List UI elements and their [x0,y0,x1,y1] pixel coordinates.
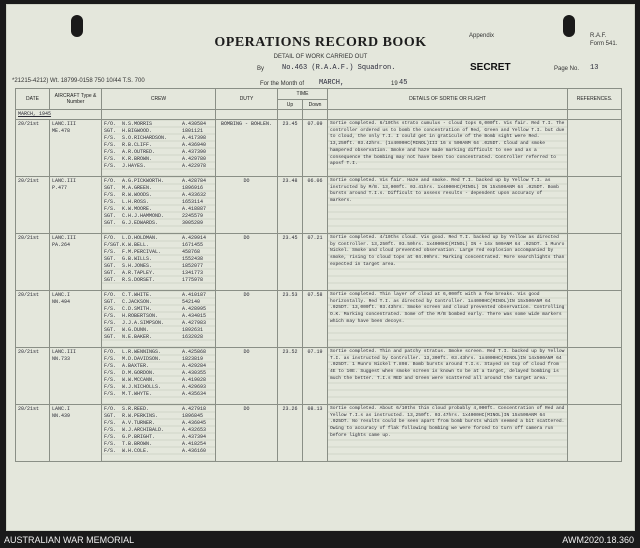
crew-service-number: 1896916 [182,185,204,191]
crew-member [104,270,213,277]
crew-service-number: 3005289 [182,220,204,226]
crew-service-number: A.418887 [182,206,207,212]
crew-member [104,292,213,299]
crew-name: M.D.DAVIDSON. [122,356,162,362]
crew-member [104,356,213,363]
crew-name: N.S.MORRIS [122,121,153,127]
crew-rank: F/S. [104,363,117,369]
crew-rank: F/S. [104,135,117,141]
crew-name: G.P.BRIGHT. [122,434,156,440]
sortie-time-down: 06.06 [303,177,328,234]
crew-member [104,149,213,156]
binder-hole-left [71,15,83,37]
sortie-references [568,234,622,291]
crew-service-number: A.418254 [182,441,207,447]
crew-member [104,306,213,313]
crew-rank: F/S. [104,441,117,447]
crew-service-number: A.425868 [182,349,207,355]
crew-service-number: A.433632 [182,192,207,198]
crew-name: J.J.A.SIMPSON. [122,320,165,326]
sortie-date: 20/21st [16,177,50,234]
crew-service-number: 1896845 [182,413,204,419]
crew-rank: F/O. [104,349,117,355]
crew-name: A.R.OUTRED. [122,149,156,155]
crew-rank: SGT. [104,334,117,340]
crew-service-number: 1341773 [182,270,204,276]
sortie-crew [102,405,216,462]
crew-name: C.D.SMITH. [122,306,153,312]
crew-service-number: A.428784 [182,178,207,184]
sortie-duty: DO [216,405,278,462]
sortie-time-down: 07.19 [303,348,328,405]
crew-name: M.A.GREEN. [122,185,153,191]
crew-rank: F/S. [104,306,117,312]
crew-service-number: A.427918 [182,406,207,412]
print-reference: *21215-4212) Wt. 18799-0158 750 10/44 T.S. 700 [12,78,145,84]
crew-rank: SGT. [104,263,117,269]
crew-rank: F/S. [104,320,117,326]
crew-rank: F/S. [104,434,117,440]
sortie-details: Sortie completed. 6/10ths strato cumulus - cloud tops 6,000ft. Vis fair. Red T.I. The controller ordered us to bomb the concentration of Red, Green and Yellow T.I. but due to cloud, the only T.I. I could get in graticule of the Bomb sight were Red. 13,250ft. 03.42hrs. (1x4000HC(MINOL)III 16 x 500ANM 64 .025DT. Cloud and smoke hampered observation. Smoke and haze made marking difficult to see and as a consequence the bombing may not have been too concentrated. Controller referred to aposf T.I. [328,120,568,177]
binder-hole-right [563,15,575,37]
month-heading: MARCH, 1945 [16,110,102,120]
sortie-details: Sortie completed. Vis fair. Haze and smoke. Red T.I. backed up by Yellow T.I. as instructed by M/B. 13,000ft. 03.41hrs. 1x4000HC(MINOL) IN 15x500ANM 64 .025DT. Bomb bursts around T.I.s. Difficult to assess results - dependent upon accuracy of markers. [328,177,568,234]
column-header-references: REFERENCES. [568,89,622,110]
crew-member [104,363,213,370]
crew-rank: F/O. [104,406,117,412]
sortie-crew [102,234,216,291]
crew-service-number: 542140 [182,299,201,305]
sortie-time-down: 07.58 [303,291,328,348]
page-subtitle: DETAIL OF WORK CARRIED OUT [273,54,368,60]
crew-member [104,263,213,270]
crew-service-number: A.436045 [182,420,207,426]
sortie-time-up: 23.52 [278,348,303,405]
crew-name: F.M.PERCIVAL. [122,249,162,255]
crew-name: W.G.DUNN. [122,327,150,333]
crew-service-number: A.429914 [182,235,207,241]
crew-service-number: 1823819 [182,356,204,362]
crew-name: R.S.DORSET. [122,277,156,283]
aircraft-line: NN.733 [52,356,71,362]
crew-member [104,185,213,192]
crew-service-number: 1801121 [182,128,204,134]
crew-rank: F/S. [104,149,117,155]
crew-member [104,299,213,306]
column-header-aircraft: AIRCRAFT Type & Number [50,89,102,110]
crew-rank: F/O. [104,235,117,241]
sortie-time-up: 23.45 [278,120,303,177]
sortie-duty: DO [216,177,278,234]
aircraft-line: LANC.III [52,349,77,355]
crew-member [104,434,213,441]
page-title: OPERATIONS RECORD BOOK [214,35,427,50]
crew-service-number: A.432653 [182,427,207,433]
crew-service-number: 458768 [182,249,201,255]
sortie-aircraft [50,234,102,291]
column-header-crew: CREW [102,89,216,110]
crew-rank: F/S. [104,420,117,426]
crew-name: W.W.MCCANN. [122,377,156,383]
aircraft-line: P.477 [52,185,68,191]
crew-service-number: A.428995 [182,306,207,312]
sortie-references [568,405,622,462]
crew-name: N.E.BAKER. [122,334,153,340]
sortie-row [16,348,622,405]
appendix-label: Appendix [469,33,495,39]
crew-rank: F/S. [104,370,117,376]
crew-member [104,320,213,327]
sortie-row [16,234,622,291]
crew-service-number: A.410187 [182,292,207,298]
crew-member [104,242,213,249]
crew-name: R.B.CLIFF. [122,142,153,148]
by-label: By [257,66,265,72]
crew-rank: F/S. [104,192,117,198]
crew-rank: F/S. [104,448,117,454]
crew-name: A.V.TURNER. [122,420,156,426]
crew-rank: SGT. [104,413,117,419]
crew-rank: F/S. [104,356,117,362]
crew-name: C.H.J.HAMMOND. [122,213,165,219]
crew-name: C.T.WHITE. [122,292,153,298]
crew-rank: F/SGT. [104,242,123,248]
year-value: 45 [399,79,408,87]
crew-member [104,420,213,427]
crew-rank: F/S. [104,391,117,397]
crew-service-number: A.436940 [182,142,207,148]
sortie-time-down: 07.09 [303,120,328,177]
sortie-date: 20/21st [16,120,50,177]
crew-rank: F/S. [104,313,117,319]
sortie-duty: BOMBING - BOHLEN. [216,120,278,177]
crew-rank: SGT. [104,213,117,219]
form-ref-number: Form 541. [590,41,618,47]
crew-rank: F/S. [104,142,117,148]
crew-name: K.W.MOORE. [122,206,153,212]
crew-service-number: 1775978 [182,277,204,283]
crew-name: W.J.ARCHIBALD. [122,427,165,433]
crew-rank: F/S. [104,377,117,383]
sortie-details: Sortie completed. Thin and patchy stratus. Smoke screen. Red T.I. backed up by Yellow T.I. as instructed by Controller. 13,300ft. 03.43hrs. 1x4000HC(MINOL)IN 14x500ANM 64 .025DT. 1 Munro Nickel T.898. Bomb bursts around T.I.s. Stayed on top of cloud from 4E to 10E. Suggest when smoke screen is known to be at a target, delayed bombing is much the better. T.I.s RED and Green were scattered all around the target area. [328,348,568,405]
crew-service-number: A.427983 [182,320,207,326]
crew-rank: F/S. [104,206,117,212]
crew-service-number: A.429780 [182,156,207,162]
sortie-time-up: 23.53 [278,291,303,348]
sortie-time-down: 08.13 [303,405,328,462]
crew-name: R.W.WOODS. [122,192,153,198]
crew-rank: SGT. [104,128,117,134]
crew-rank: SGT. [104,270,117,276]
aircraft-line: ME.478 [52,128,71,134]
crew-member [104,413,213,420]
crew-member [104,178,213,185]
crew-name: L.H.ROSS. [122,199,150,205]
year-prefix: 19 [391,81,398,87]
sortie-duty: DO [216,348,278,405]
crew-member [104,327,213,334]
crew-member [104,448,213,455]
crew-member [104,334,213,341]
crew-name: K.R.BROWN. [122,156,153,162]
crew-service-number: 1671455 [182,242,204,248]
sortie-details: Sortie completed. 4/10ths cloud. Vis good. Red T.I. backed up by Yellow as directed by Controller. 13,250ft. 03.50hrs. 1x4000HC(MINOL) IN + 14x 500ANM 64 .025DT. 1 Munro Nickel. Smoke and cloud prevented observation. Large red explosion accompanied by smoke, rising to cloud tops at 04.09hrs. Marking concentrated. More searchlights than expected in target area. [328,234,568,291]
crew-member [104,349,213,356]
crew-service-number: 1552438 [182,256,204,262]
crew-rank: SGT. [104,185,117,191]
page-number: 13 [590,64,599,72]
sortie-aircraft [50,405,102,462]
crew-name: R.W.PERKINS. [122,413,159,419]
crew-member [104,249,213,256]
sortie-duty: DO [216,234,278,291]
crew-name: W.H.COLE. [122,448,150,454]
column-header-time: TIME [278,89,328,100]
archive-name: AUSTRALIAN WAR MEMORIAL [4,535,135,545]
crew-rank: F/S. [104,156,117,162]
crew-name: C.JACKSON. [122,299,153,305]
sortie-details: Sortie completed. Thin layer of cloud at 6,000ft with a few breaks. Vis good horizontally. Red T.I. as directed by Controller. 1x4000HC(MINOL)IN 15x500ANM 64 .025DT. 13,000ft. 03.43hrs. Smoke screen and cloud prevented observation. Controlling O.K. Marking concentrated. Some of the M/B bombed early. There was some wide markers which may have been decoys. [328,291,568,348]
crew-member [104,313,213,320]
crew-rank: SGT. [104,327,117,333]
crew-rank: SGT. [104,277,117,283]
sortie-duty: DO [216,291,278,348]
crew-member [104,384,213,391]
crew-name: H.BIGWOOD. [122,128,153,134]
aircraft-line: LANC.I [52,292,71,298]
sortie-aircraft [50,177,102,234]
crew-service-number: A.417398 [182,135,207,141]
crew-name: S.H.JONES. [122,263,153,269]
sortie-time-up: 23.48 [278,177,303,234]
squadron-name: No.463 (R.A.A.F.) Squadron. [282,64,396,72]
crew-name: G.J.EDWARDS. [122,220,159,226]
column-header-up: Up [278,100,303,110]
crew-member [104,128,213,135]
sortie-aircraft [50,120,102,177]
sortie-time-up: 23.45 [278,234,303,291]
crew-name: L.D.HOLDMAN. [122,235,159,241]
aircraft-line: LANC.III [52,178,77,184]
crew-rank: SGT. [104,220,117,226]
crew-service-number: A.437390 [182,149,207,155]
sortie-date: 20/21st [16,234,50,291]
crew-name: J.HAYES. [122,163,147,169]
crew-service-number: A.434015 [182,313,207,319]
crew-member [104,235,213,242]
sortie-references [568,120,622,177]
sortie-time-up: 23.26 [278,405,303,462]
crew-name: H.ROBERTSON. [122,313,159,319]
crew-member [104,406,213,413]
sortie-crew [102,177,216,234]
crew-rank: F/S. [104,249,117,255]
crew-member [104,163,213,170]
month-value: MARCH, [319,79,345,87]
crew-rank: F/O. [104,178,117,184]
sortie-row [16,291,622,348]
crew-rank: F/O. [104,121,117,127]
sortie-aircraft [50,348,102,405]
aircraft-line: NN.439 [52,413,71,419]
sortie-references [568,291,622,348]
sortie-crew [102,120,216,177]
crew-name: G.B.WILLS. [122,256,153,262]
crew-service-number: 1653114 [182,199,204,205]
sortie-crew [102,291,216,348]
sortie-crew [102,348,216,405]
column-header-details: DETAILS OF SORTIE OR FLIGHT [328,89,568,110]
crew-rank: F/S. [104,384,117,390]
crew-name: W.J.NICHOLLS. [122,384,162,390]
crew-service-number: A.429693 [182,384,207,390]
aircraft-line: PA.264 [52,242,71,248]
crew-name: S.R.REED. [122,406,150,412]
crew-rank: SGT. [104,299,117,305]
page-number-label: Page No. [554,66,580,72]
crew-name: S.O.RICHARDSON. [122,135,168,141]
crew-name: A.G.PICKWORTH. [122,178,165,184]
aircraft-line: LANC.III [52,121,77,127]
crew-service-number: A.436160 [182,448,207,454]
sortie-time-down: 07.21 [303,234,328,291]
crew-member [104,220,213,227]
sortie-row [16,177,622,234]
column-header-duty: DUTY [216,89,278,110]
crew-member [104,391,213,398]
crew-service-number: 1632028 [182,334,204,340]
sortie-aircraft [50,291,102,348]
crew-service-number: A.429284 [182,363,207,369]
archive-reference: AWM2020.18.360 [562,535,634,545]
sortie-date: 20/21st [16,405,50,462]
crew-service-number: A.435634 [182,391,207,397]
crew-member [104,192,213,199]
crew-service-number: A.437394 [182,434,207,440]
crew-name: M.T.WHYTE. [122,391,153,397]
aircraft-line: LANC.III [52,235,77,241]
sortie-references [568,348,622,405]
crew-member [104,377,213,384]
month-label: For the Month of [260,81,305,87]
crew-rank: F/S. [104,199,117,205]
crew-service-number: A.419028 [182,377,207,383]
crew-service-number: A.430355 [182,370,207,376]
crew-service-number: 1852077 [182,263,204,269]
crew-member [104,206,213,213]
crew-rank: F/O. [104,292,117,298]
crew-member [104,441,213,448]
crew-name: A.R.TAPLEY. [122,270,156,276]
column-header-date: DATE [16,89,50,110]
crew-member [104,370,213,377]
crew-rank: F/S. [104,427,117,433]
column-header-down: Down [303,100,328,110]
aircraft-line: NN.494 [52,299,71,305]
crew-member [104,277,213,284]
crew-name: A.BAXTER. [122,363,150,369]
crew-rank: F/S. [104,163,117,169]
archive-footer [0,532,640,548]
classification-stamp: SECRET [470,62,511,73]
crew-service-number: A.422978 [182,163,207,169]
crew-service-number: A.430584 [182,121,207,127]
crew-member [104,156,213,163]
sortie-table [15,88,622,462]
sortie-references [568,177,622,234]
crew-member [104,135,213,142]
aircraft-line: LANC.I [52,406,71,412]
crew-member [104,199,213,206]
sortie-details: Sortie completed. About 6/10ths thin cloud probably 4,000ft. Concentration of Red and Yellow T.I.s as instructed. 13,250ft. 03.47hrs. 1x4000HC(MINOL)IN 15x500ANM 64 .025DT. No results could be seen apart from bomb bursts which seemed a bit scattered. Owing to accuracy of flak following bombing we were forced to turn off camera run before lights came up. [328,405,568,462]
crew-service-number: 1892631 [182,327,204,333]
sortie-row [16,120,622,177]
crew-member [104,427,213,434]
sortie-date: 20/21st [16,348,50,405]
crew-name: L.R.WENNINGS. [122,349,162,355]
form-ref-raf: R.A.F. [590,33,607,39]
sortie-row [16,405,622,462]
crew-member [104,142,213,149]
crew-member [104,213,213,220]
crew-service-number: 2245579 [182,213,204,219]
crew-member [104,256,213,263]
sortie-date: 20/21st [16,291,50,348]
crew-member [104,121,213,128]
crew-name: D.M.GORDON. [122,370,156,376]
crew-rank: SGT. [104,256,117,262]
crew-name: K.W.BELL. [122,242,150,248]
crew-name: T.B.BROWN. [122,441,153,447]
